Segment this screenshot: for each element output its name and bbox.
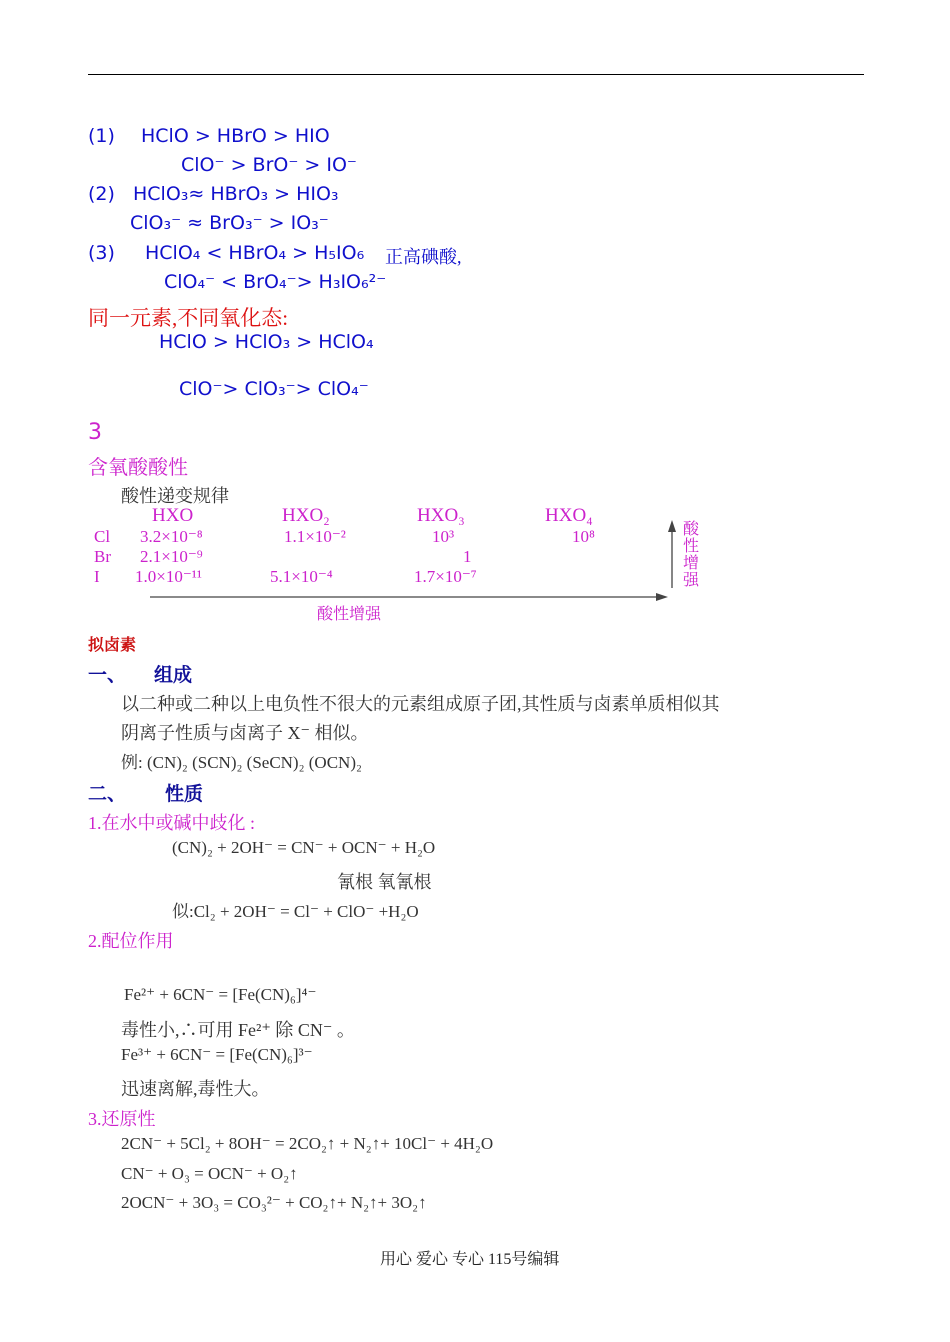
composition-desc-2: 阴离子性质与卤离子 X⁻ 相似。 bbox=[121, 723, 369, 743]
property-1-similar: 似:Cl₂ + 2OH⁻ = Cl⁻ + ClO⁻ +H₂O bbox=[172, 902, 419, 921]
formula-line-8: ClO⁻> ClO₃⁻> ClO₄⁻ bbox=[179, 378, 369, 400]
part1-title: 组成 bbox=[154, 664, 193, 686]
col-header-hxo4: HXO₄ bbox=[545, 505, 593, 526]
section-title: 含氧酸酸性 bbox=[88, 457, 188, 479]
cell-cl-hxo: 3.2×10⁻⁸ bbox=[140, 527, 203, 546]
section-subtitle: 酸性递变规律 bbox=[121, 486, 229, 506]
property-1-equation: (CN)₂ + 2OH⁻ = CN⁻ + OCN⁻ + H₂O bbox=[172, 838, 436, 857]
property-2-note-1: 毒性小,∴可用 Fe²⁺ 除 CN⁻ 。 bbox=[121, 1020, 355, 1040]
formula-line-3: HClO₃≈ HBrO₃ > HIO₃ bbox=[133, 183, 339, 205]
vertical-label-char: 增 bbox=[683, 553, 700, 572]
row-element-i: I bbox=[94, 567, 100, 586]
label-1: (1) bbox=[88, 125, 115, 147]
col-header-hxo: HXO bbox=[152, 505, 194, 526]
property-3-title: 3.还原性 bbox=[88, 1109, 156, 1129]
horizontal-arrow bbox=[148, 590, 670, 604]
pseudohalogen-title: 拟卤素 bbox=[88, 635, 137, 654]
cell-cl-hxo3: 10³ bbox=[432, 527, 455, 546]
page-footer: 用心 爱心 专心 115号编辑 bbox=[380, 1251, 560, 1268]
property-2-note-2: 迅速离解,毒性大。 bbox=[121, 1079, 270, 1099]
vertical-arrow bbox=[665, 518, 679, 590]
vertical-label bbox=[683, 520, 699, 588]
row-element-br: Br bbox=[94, 547, 111, 566]
cell-cl-hxo4: 10⁸ bbox=[572, 527, 595, 546]
vertical-label-char: 性 bbox=[683, 536, 700, 555]
cell-br-hxo: 2.1×10⁻⁹ bbox=[140, 547, 203, 566]
property-3-equation-3: 2OCN⁻ + 3O₃ = CO₃²⁻ + CO₂↑+ N₂↑+ 3O₂↑ bbox=[121, 1193, 427, 1212]
header-rule bbox=[88, 74, 864, 75]
cell-i-hxo3: 1.7×10⁻⁷ bbox=[414, 567, 477, 586]
part2-number: 二、 bbox=[88, 783, 127, 805]
horizontal-label: 酸性增强 bbox=[317, 604, 382, 623]
cell-br-hxo3: 1 bbox=[463, 547, 472, 566]
cell-cl-hxo2: 1.1×10⁻² bbox=[284, 527, 346, 546]
property-3-equation-2: CN⁻ + O₃ = OCN⁻ + O₂↑ bbox=[121, 1164, 298, 1183]
composition-example: 例: (CN)₂ (SCN)₂ (SeCN)₂ (OCN)₂ bbox=[121, 753, 362, 772]
formula-line-2: ClO⁻ > BrO⁻ > IO⁻ bbox=[181, 154, 357, 176]
property-2-equation-1: Fe²⁺ + 6CN⁻ = [Fe(CN)₆]⁴⁻ bbox=[124, 985, 317, 1004]
label-3: (3) bbox=[88, 242, 115, 264]
section-number: 3 bbox=[88, 420, 102, 445]
col-header-hxo2: HXO₂ bbox=[282, 505, 330, 526]
same-element-heading: 同一元素,不同氧化态: bbox=[88, 306, 289, 330]
composition-desc-1: 以二种或二种以上电负性不很大的元素组成原子团,其性质与卤素单质相似其 bbox=[121, 694, 720, 714]
part2-title: 性质 bbox=[165, 783, 204, 805]
formula-line-6: ClO₄⁻ < BrO₄⁻> H₃IO₆²⁻ bbox=[164, 271, 387, 293]
property-1-title: 1.在水中或碱中歧化 : bbox=[88, 813, 256, 833]
vertical-label-char: 强 bbox=[683, 570, 700, 589]
part1-number: 一、 bbox=[88, 664, 127, 686]
property-3-equation-1: 2CN⁻ + 5Cl₂ + 8OH⁻ = 2CO₂↑ + N₂↑+ 10Cl⁻ + 4H₂O bbox=[121, 1134, 494, 1153]
vertical-label-char: 酸 bbox=[683, 519, 700, 538]
formula-line-7: HClO > HClO₃ > HClO₄ bbox=[159, 331, 374, 353]
periodic-acid-note: 正高碘酸, bbox=[385, 247, 462, 267]
property-2-title: 2.配位作用 bbox=[88, 931, 174, 951]
property-1-ion-names: 氰根 氧氰根 bbox=[337, 872, 432, 892]
row-element-cl: Cl bbox=[94, 527, 111, 546]
formula-line-1: HClO > HBrO > HIO bbox=[141, 125, 330, 147]
formula-line-5: HClO₄ < HBrO₄ > H₅IO₆ bbox=[145, 242, 365, 264]
cell-i-hxo2: 5.1×10⁻⁴ bbox=[270, 567, 333, 586]
property-2-equation-2: Fe³⁺ + 6CN⁻ = [Fe(CN)₆]³⁻ bbox=[121, 1045, 313, 1064]
cell-i-hxo: 1.0×10⁻¹¹ bbox=[135, 567, 203, 586]
formula-line-4: ClO₃⁻ ≈ BrO₃⁻ > IO₃⁻ bbox=[130, 212, 329, 234]
col-header-hxo3: HXO₃ bbox=[417, 505, 465, 526]
label-2: (2) bbox=[88, 183, 115, 205]
